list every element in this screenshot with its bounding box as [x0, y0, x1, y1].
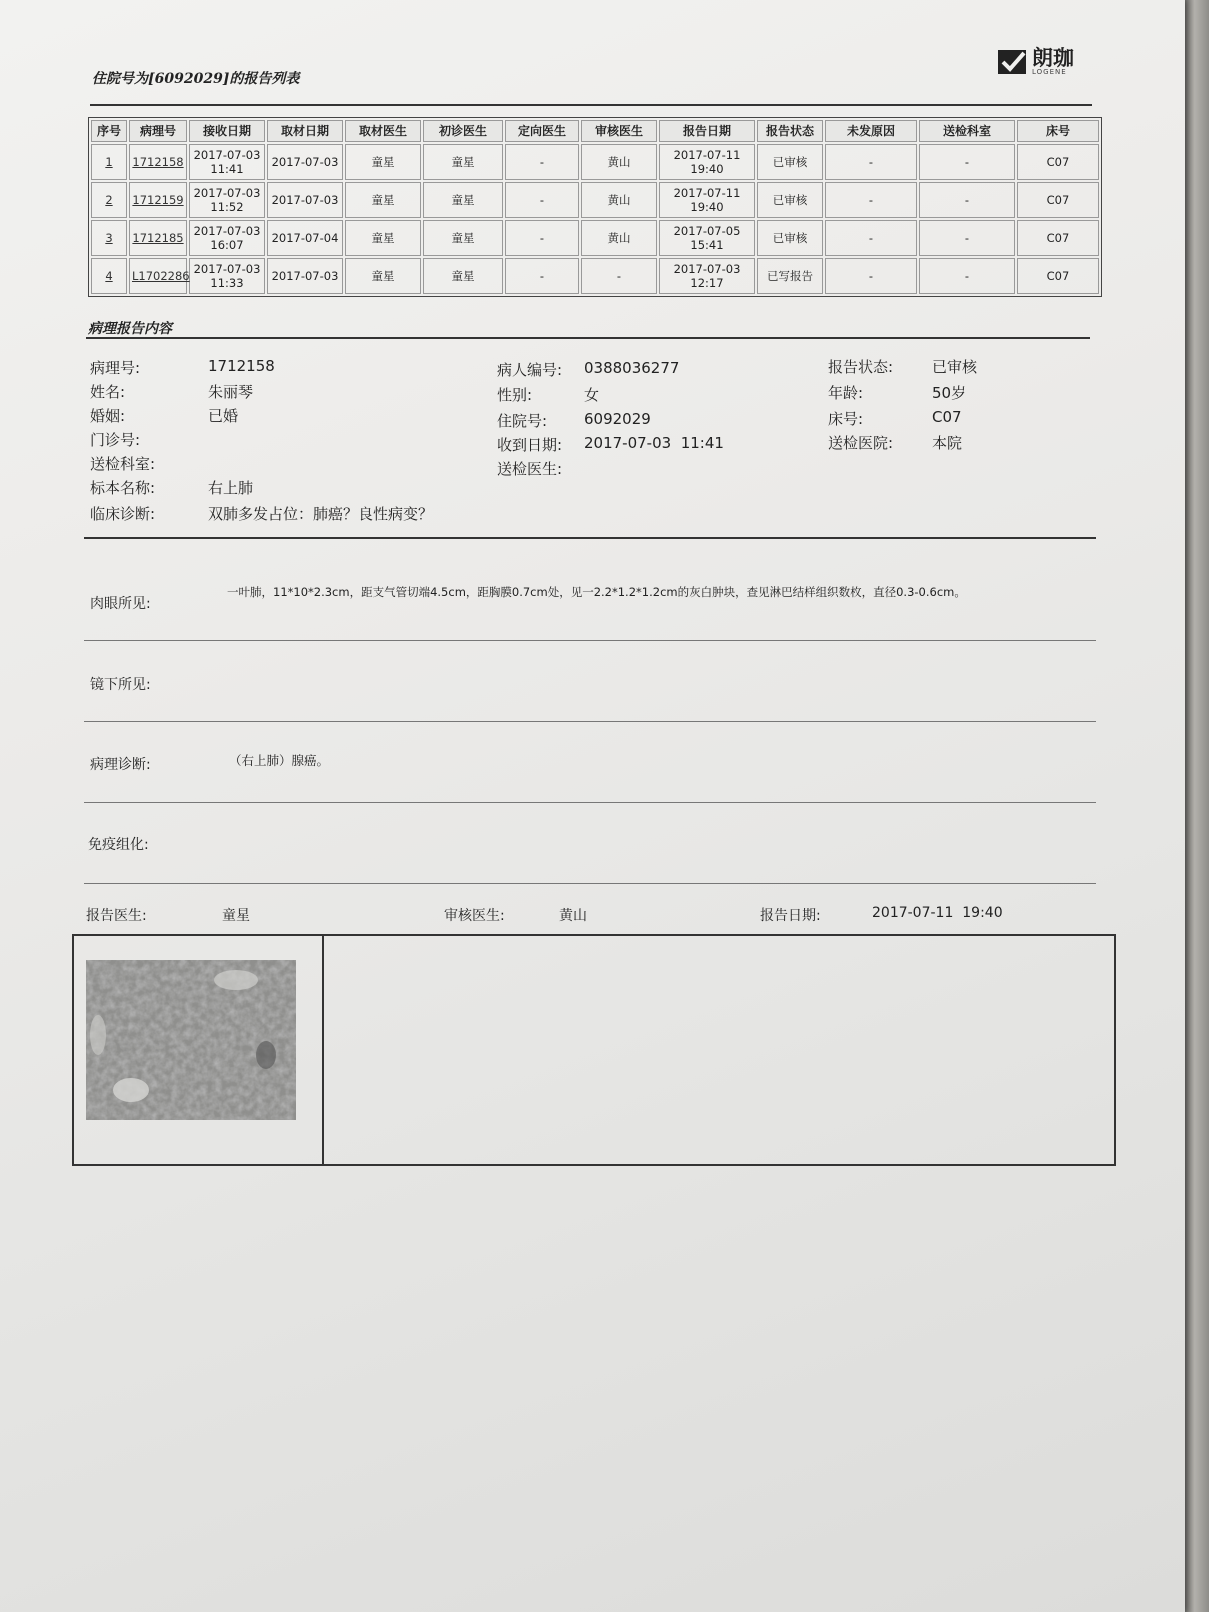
path-no-link[interactable]: 1712185 — [132, 230, 184, 245]
table-row[interactable] — [91, 220, 1099, 256]
dept-label: 送检科室: — [90, 455, 156, 473]
col-header: 报告状态 — [757, 120, 823, 142]
take-date-cell: 2017-07-04 — [267, 220, 343, 256]
histology-image — [86, 960, 296, 1120]
status-cell: 已写报告 — [757, 258, 823, 294]
review-doc-label: 审核医生: — [444, 908, 505, 924]
bed-cell: C07 — [1017, 258, 1099, 294]
logo — [998, 48, 1074, 76]
table-header-row — [91, 120, 1099, 142]
recv-value: 2017-07-03 11:41 — [584, 434, 724, 452]
outpatient-label: 门诊号: — [90, 431, 141, 449]
report-doc-value: 童星 — [222, 908, 250, 924]
patient-no-value: 0388036277 — [584, 359, 680, 377]
ihc-label: 免疫组化: — [88, 837, 149, 853]
take-doc-cell: 童星 — [345, 220, 421, 256]
take-doc-cell: 童星 — [345, 182, 421, 218]
row-number-link[interactable]: 2 — [105, 192, 113, 207]
recv-date-cell: 2017-07-03 11:41 — [189, 144, 265, 180]
report-list-title: 住院号为[6092029]的报告列表 — [92, 71, 300, 87]
logo-mark-icon — [998, 48, 1028, 76]
gross-text: 一叶肺，11*10*2.3cm，距支气管切端4.5cm，距胸膜0.7cm处，见一2.2*1.2*1.2cm的灰白肿块，查见淋巴结样组织数枚，直径0.3-0.6cm。 — [227, 585, 966, 599]
col-header: 初诊医生 — [423, 120, 503, 142]
col-header: 未发原因 — [825, 120, 917, 142]
reason-cell: - — [825, 182, 917, 218]
dir-doc-cell: - — [505, 182, 579, 218]
path-no-value: 1712158 — [208, 357, 275, 375]
name-value: 朱丽琴 — [208, 383, 254, 401]
rep-date-cell: 2017-07-03 12:17 — [659, 258, 755, 294]
bed-cell: C07 — [1017, 182, 1099, 218]
col-header: 病理号 — [129, 120, 187, 142]
gross-divider — [84, 640, 1096, 641]
report-list-table — [88, 117, 1102, 297]
table-row[interactable] — [91, 144, 1099, 180]
dept-cell: - — [919, 220, 1015, 256]
patient-no-label: 病人编号: — [497, 361, 563, 379]
reason-cell: - — [825, 258, 917, 294]
dir-doc-cell: - — [505, 220, 579, 256]
table-row[interactable] — [91, 258, 1099, 294]
row-number-link[interactable]: 1 — [105, 154, 113, 169]
status-cell: 已审核 — [757, 182, 823, 218]
report-date-label: 报告日期: — [760, 908, 821, 924]
bed-cell: C07 — [1017, 144, 1099, 180]
name-label: 姓名: — [90, 383, 126, 401]
col-header: 报告日期 — [659, 120, 755, 142]
section-divider — [86, 337, 1090, 339]
status-value: 已审核 — [932, 358, 978, 376]
col-header: 序号 — [91, 120, 127, 142]
sex-value: 女 — [584, 386, 600, 404]
hospital-value: 本院 — [932, 434, 963, 452]
take-doc-cell: 童星 — [345, 144, 421, 180]
review-doc-cell: - — [581, 258, 657, 294]
specimen-value: 右上肺 — [208, 479, 254, 497]
clinical-label: 临床诊断: — [90, 505, 156, 523]
bed-cell: C07 — [1017, 220, 1099, 256]
status-cell: 已审核 — [757, 144, 823, 180]
dir-doc-cell: - — [505, 258, 579, 294]
dept-cell: - — [919, 144, 1015, 180]
review-doc-cell: 黄山 — [581, 144, 657, 180]
review-doc-cell: 黄山 — [581, 182, 657, 218]
path-no-link[interactable]: 1712159 — [132, 192, 184, 207]
rep-date-cell: 2017-07-11 19:40 — [659, 182, 755, 218]
marital-label: 婚姻: — [90, 407, 126, 425]
dir-doc-cell: - — [505, 144, 579, 180]
age-value: 50岁 — [932, 384, 967, 402]
recv-date-cell: 2017-07-03 11:33 — [189, 258, 265, 294]
rep-date-cell: 2017-07-11 19:40 — [659, 144, 755, 180]
reason-cell: - — [825, 220, 917, 256]
rep-date-cell: 2017-07-05 15:41 — [659, 220, 755, 256]
take-date-cell: 2017-07-03 — [267, 182, 343, 218]
review-doc-cell: 黄山 — [581, 220, 657, 256]
logo-en: LOGENE — [1032, 68, 1067, 76]
logo-cn: 朗珈 — [1032, 46, 1074, 70]
fields-divider — [84, 537, 1096, 539]
inpatient-label: 住院号: — [497, 412, 548, 430]
sender-label: 送检医生: — [497, 460, 563, 478]
image-cell — [74, 936, 324, 1164]
col-header: 床号 — [1017, 120, 1099, 142]
age-label: 年龄: — [828, 384, 864, 402]
clinical-value: 双肺多发占位：肺癌？良性病变？ — [208, 505, 434, 523]
review-doc-value: 黄山 — [559, 908, 587, 924]
bed-label: 床号: — [828, 410, 864, 428]
dept-cell: - — [919, 182, 1015, 218]
col-header: 送检科室 — [919, 120, 1015, 142]
hospital-label: 送检医院: — [828, 434, 894, 452]
header-divider — [90, 104, 1092, 106]
status-label: 报告状态: — [828, 358, 894, 376]
col-header: 取材日期 — [267, 120, 343, 142]
diagnosis-text: （右上肺）腺癌。 — [229, 753, 330, 768]
specimen-label: 标本名称: — [90, 479, 156, 497]
col-header: 取材医生 — [345, 120, 421, 142]
path-no-link[interactable]: 1712158 — [132, 154, 184, 169]
gross-label: 肉眼所见: — [90, 596, 151, 612]
inpatient-value: 6092029 — [584, 410, 651, 428]
take-date-cell: 2017-07-03 — [267, 144, 343, 180]
recv-date-cell: 2017-07-03 11:52 — [189, 182, 265, 218]
marital-value: 已婚 — [208, 407, 239, 425]
micro-label: 镜下所见: — [90, 677, 151, 693]
col-header: 接收日期 — [189, 120, 265, 142]
diagnosis-label: 病理诊断: — [90, 757, 151, 773]
col-header: 审核医生 — [581, 120, 657, 142]
row-number-link[interactable]: 3 — [105, 230, 113, 245]
take-doc-cell: 童星 — [345, 258, 421, 294]
path-no-link[interactable]: L1702286 — [132, 268, 190, 283]
path-no-label: 病理号: — [90, 359, 141, 377]
micro-divider — [84, 721, 1096, 722]
report-date-value: 2017-07-11 19:40 — [872, 905, 1003, 921]
reason-cell: - — [825, 144, 917, 180]
status-cell: 已审核 — [757, 220, 823, 256]
dept-cell: - — [919, 258, 1015, 294]
report-doc-label: 报告医生: — [86, 908, 147, 924]
first-doc-cell: 童星 — [423, 258, 503, 294]
desk-edge — [1185, 0, 1209, 1612]
first-doc-cell: 童星 — [423, 144, 503, 180]
section-title: 病理报告内容 — [88, 321, 172, 337]
ihc-divider — [84, 883, 1096, 884]
image-frame — [72, 934, 1116, 1166]
table-row[interactable] — [91, 182, 1099, 218]
sex-label: 性别: — [497, 386, 533, 404]
row-number-link[interactable]: 4 — [105, 268, 113, 283]
bed-value: C07 — [932, 408, 962, 426]
col-header: 定向医生 — [505, 120, 579, 142]
first-doc-cell: 童星 — [423, 220, 503, 256]
take-date-cell: 2017-07-03 — [267, 258, 343, 294]
recv-date-cell: 2017-07-03 16:07 — [189, 220, 265, 256]
first-doc-cell: 童星 — [423, 182, 503, 218]
recv-label: 收到日期: — [497, 436, 563, 454]
diagnosis-divider — [84, 802, 1096, 803]
